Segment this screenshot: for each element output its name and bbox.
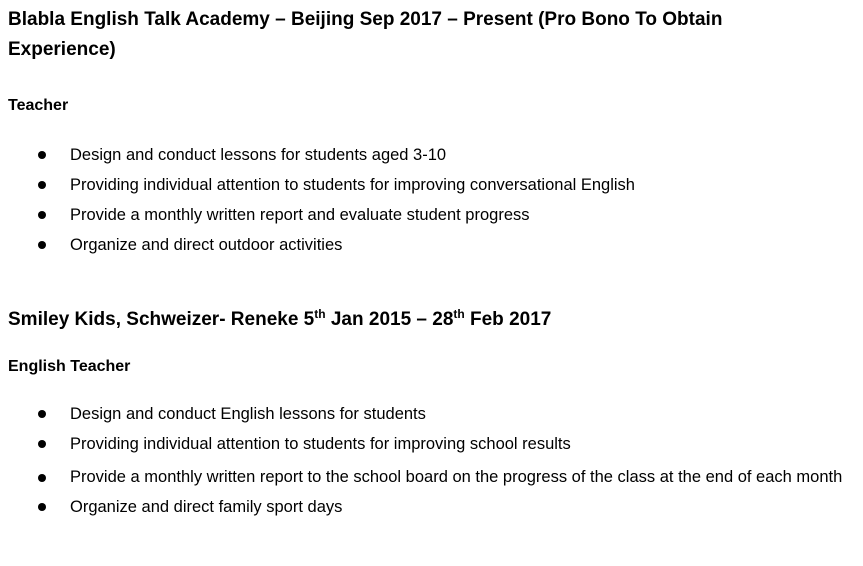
duty-item bbox=[0, 230, 855, 260]
ordinal-suffix: th bbox=[314, 307, 326, 321]
job-heading-blabla bbox=[8, 5, 722, 65]
duty-item bbox=[0, 399, 855, 429]
duty-item bbox=[0, 200, 855, 230]
duty-text: Provide a monthly written report to the school board on the progress of the class at the end of each month bbox=[70, 468, 843, 486]
bullet-dot-icon bbox=[38, 151, 46, 159]
duty-text: Providing individual attention to students for improving school results bbox=[70, 435, 571, 453]
job-heading-part: Smiley Kids, Schweizer- Reneke 5 bbox=[8, 309, 315, 330]
job-heading-part: Feb 2017 bbox=[464, 309, 552, 330]
bullet-dot-icon bbox=[38, 474, 46, 482]
bullet-dot-icon bbox=[38, 440, 46, 448]
ordinal-suffix: th bbox=[453, 307, 465, 321]
bullet-dot-icon bbox=[38, 181, 46, 189]
duty-item bbox=[0, 492, 855, 522]
bullet-dot-icon bbox=[38, 503, 46, 511]
bullet-dot-icon bbox=[38, 211, 46, 219]
duty-item bbox=[0, 429, 855, 459]
duty-text: Organize and direct family sport days bbox=[70, 498, 343, 516]
job-heading-smiley-kids bbox=[8, 305, 551, 335]
bullet-dot-icon bbox=[38, 410, 46, 418]
duty-text: Design and conduct English lessons for students bbox=[70, 405, 426, 423]
job-heading-line-2: Experience) bbox=[8, 39, 116, 60]
job-role-teacher: Teacher bbox=[8, 97, 69, 114]
duty-item bbox=[0, 140, 855, 170]
job-heading-part: Jan 2015 – 28 bbox=[325, 309, 454, 330]
duty-text: Organize and direct outdoor activities bbox=[70, 236, 343, 254]
bullet-dot-icon bbox=[38, 241, 46, 249]
duty-text: Design and conduct lessons for students aged 3-10 bbox=[70, 146, 447, 164]
duty-item bbox=[0, 170, 855, 200]
duty-text: Provide a monthly written report and evaluate student progress bbox=[70, 206, 530, 224]
job-heading-line-1: Blabla English Talk Academy – Beijing Sep 2017 – Present (Pro Bono To Obtain bbox=[8, 9, 723, 30]
duty-text: Providing individual attention to students for improving conversational English bbox=[70, 176, 635, 194]
duties-list-blabla bbox=[0, 140, 855, 260]
duty-item bbox=[0, 459, 855, 492]
duties-list-smiley-kids bbox=[0, 399, 855, 522]
job-role-english-teacher: English Teacher bbox=[8, 358, 131, 375]
